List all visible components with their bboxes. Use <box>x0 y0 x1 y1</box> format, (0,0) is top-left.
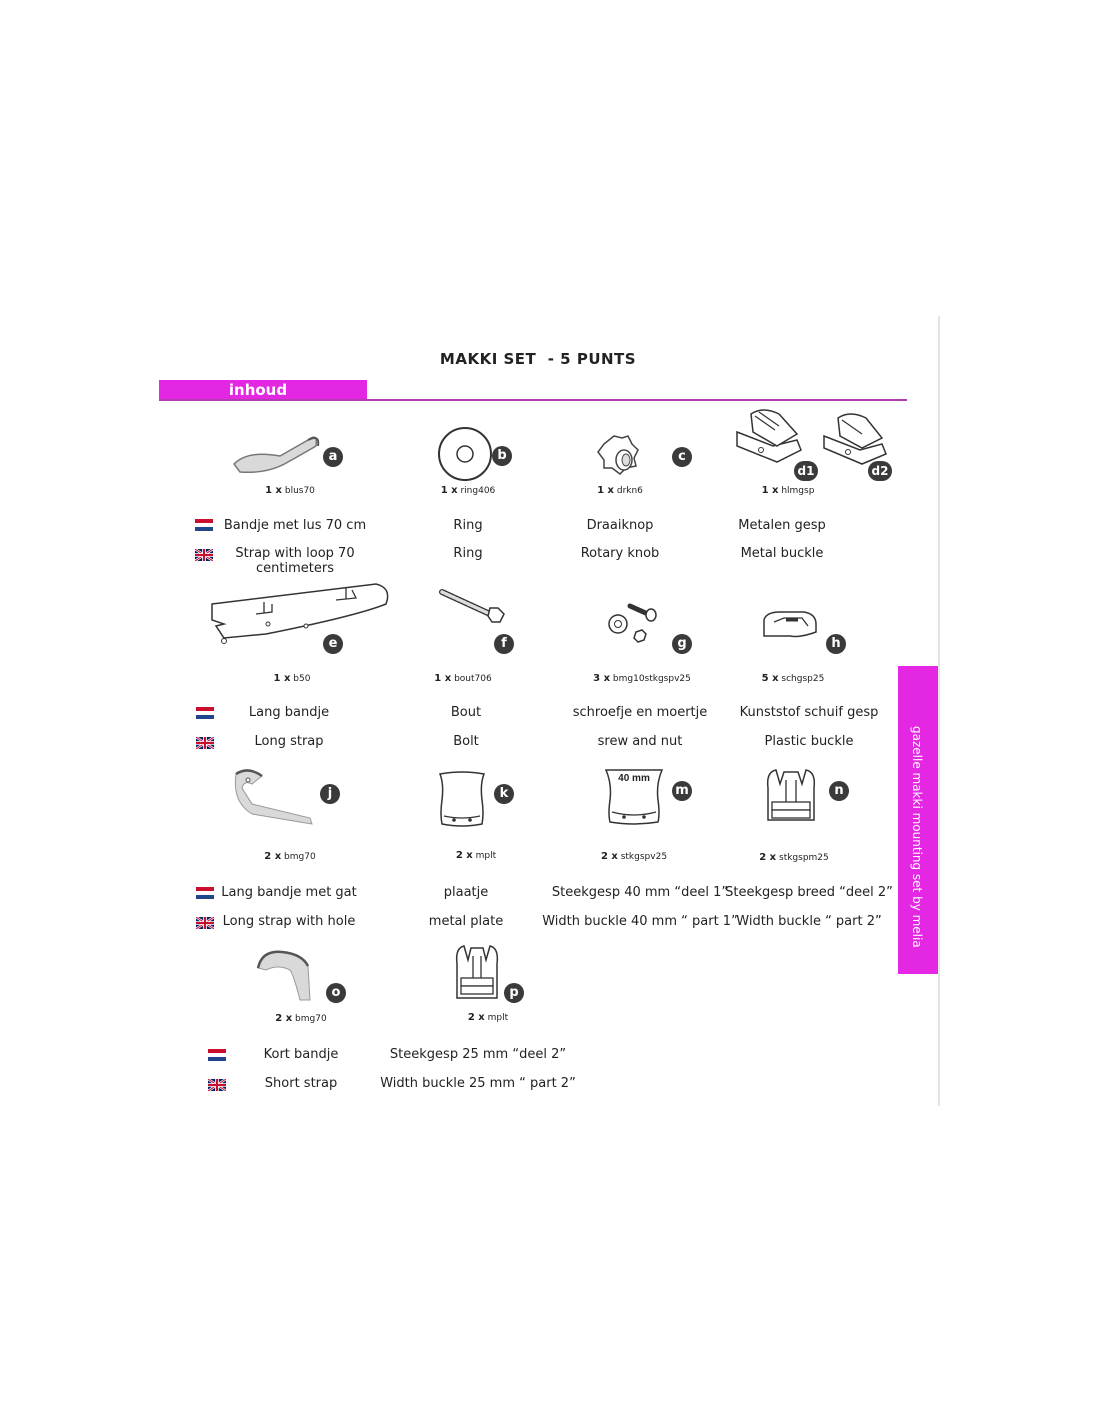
part-code: schgsp25 <box>781 674 825 684</box>
label-en-n: Width buckle “ part 2” <box>736 914 882 929</box>
screw-nut-illustration <box>604 598 662 646</box>
qty-count: 1 x <box>761 485 779 496</box>
metal-buckle-d2-illustration <box>820 410 890 466</box>
buckle-part2-illustration <box>762 766 820 826</box>
part-qty-g <box>593 673 691 684</box>
section-header <box>159 380 367 401</box>
label-en-d: Metal buckle <box>740 546 824 561</box>
buckle-40mm-illustration <box>602 766 666 828</box>
plastic-buckle-illustration <box>760 608 820 642</box>
part-code: stkgspm25 <box>779 853 829 863</box>
label-nl-o: Kort bandje <box>263 1047 339 1062</box>
label-nl-e: Lang bandje <box>248 705 330 720</box>
qty-count: 2 x <box>467 1012 485 1023</box>
part-badge-m: m <box>672 781 692 801</box>
part-code: mplt <box>487 1013 509 1023</box>
label-en-k: metal plate <box>428 914 504 929</box>
part-code: bmg70 <box>295 1014 327 1024</box>
strap-with-hole-illustration <box>228 766 316 826</box>
part-badge-j: j <box>320 784 340 804</box>
section-divider <box>159 399 907 401</box>
side-tab <box>898 666 938 974</box>
flag-uk-icon <box>196 737 214 749</box>
label-en-h: Plastic buckle <box>764 734 854 749</box>
ring-illustration <box>436 425 494 483</box>
qty-count: 2 x <box>600 851 618 862</box>
part-badge-d1: d1 <box>794 461 818 481</box>
label-en-j: Long strap with hole <box>222 914 356 929</box>
part-qty-c <box>597 485 643 496</box>
label-nl-h: Kunststof schuif gesp <box>739 705 879 720</box>
part-badge-n: n <box>829 781 849 801</box>
qty-count: 1 x <box>597 485 614 496</box>
part-qty-d <box>762 485 815 496</box>
part-qty-j <box>264 851 315 862</box>
flag-nl-icon <box>196 707 214 719</box>
strap-loop-illustration <box>228 428 323 478</box>
bolt-illustration <box>436 586 508 628</box>
part-qty-h <box>762 673 825 684</box>
label-en-c: Rotary knob <box>580 546 660 561</box>
qty-count: 1 x <box>440 485 458 496</box>
label-nl-m: Steekgesp 40 mm “deel 1” <box>551 885 729 900</box>
part-qty-m <box>601 851 667 862</box>
label-nl-n: Steekgesp breed “deel 2” <box>725 885 893 900</box>
part-code: bout706 <box>454 674 492 684</box>
part-qty-b <box>441 485 496 496</box>
short-strap-illustration <box>254 946 314 1004</box>
part-badge-k: k <box>494 784 514 804</box>
qty-count: 2 x <box>759 852 777 863</box>
part-badge-o: o <box>326 983 346 1003</box>
flag-nl-icon <box>196 887 214 899</box>
label-en-p: Width buckle 25 mm “ part 2” <box>380 1076 576 1091</box>
part-code: drkn6 <box>616 486 643 496</box>
part-code: blus70 <box>284 486 315 496</box>
label-en-o: Short strap <box>264 1076 338 1091</box>
qty-count: 1 x <box>434 673 452 684</box>
part-qty-e <box>274 673 311 684</box>
long-strap-illustration <box>206 580 392 646</box>
buckle-25mm-illustration <box>452 942 502 1002</box>
label-nl-p: Steekgesp 25 mm “deel 2” <box>389 1047 567 1062</box>
qty-count: 2 x <box>264 851 282 862</box>
page-edge-rule <box>938 316 940 1106</box>
label-en-m: Width buckle 40 mm “ part 1” <box>542 914 738 929</box>
part-qty-f <box>434 673 491 684</box>
flag-uk-icon <box>208 1079 226 1091</box>
label-nl-k: plaatje <box>443 885 489 900</box>
part-qty-a <box>265 485 315 496</box>
label-nl-f: Bout <box>450 705 482 720</box>
label-nl-g: schroefje en moertje <box>572 705 708 720</box>
qty-count: 1 x <box>273 673 291 684</box>
part-qty-o <box>275 1013 326 1024</box>
part-qty-n <box>759 852 829 863</box>
label-en-g: srew and nut <box>597 734 683 749</box>
label-nl-a: Bandje met lus 70 cm <box>223 518 367 533</box>
label-nl-j: Lang bandje met gat <box>221 885 357 900</box>
part-badge-c: c <box>672 447 692 467</box>
part-code: ring406 <box>460 486 496 496</box>
qty-count: 5 x <box>761 673 779 684</box>
qty-count: 3 x <box>593 673 611 684</box>
part-code: stkgspv25 <box>620 852 668 862</box>
part-badge-h: h <box>826 634 846 654</box>
label-en-f: Bolt <box>453 734 479 749</box>
label-en-a: Strap with loop 70 centimeters <box>235 546 355 576</box>
part-code: hlmgsp <box>781 486 815 496</box>
label-nl-c: Draaiknop <box>586 518 654 533</box>
flag-nl-icon <box>208 1049 226 1061</box>
qty-count: 2 x <box>275 1013 293 1024</box>
rotary-knob-illustration <box>596 432 642 478</box>
flag-nl-icon <box>195 519 213 531</box>
flag-uk-icon <box>195 549 213 561</box>
label-nl-b: Ring <box>453 518 483 533</box>
metal-plate-illustration <box>436 770 488 830</box>
section-label: inhoud <box>228 381 288 399</box>
part-code: bmg70 <box>284 852 316 862</box>
label-en-b: Ring <box>453 546 483 561</box>
label-en-e: Long strap <box>254 734 324 749</box>
part-badge-e: e <box>323 634 343 654</box>
part-badge-f: f <box>494 634 514 654</box>
qty-count: 1 x <box>265 485 282 496</box>
part-badge-g: g <box>672 634 692 654</box>
qty-count: 2 x <box>455 850 473 861</box>
buckle-size-text: 40 mm <box>618 773 650 784</box>
part-badge-d2: d2 <box>868 461 892 481</box>
part-code: bmg10stkgspv25 <box>612 674 691 684</box>
metal-buckle-d1-illustration <box>733 406 805 466</box>
part-code: mplt <box>475 851 497 861</box>
part-qty-k <box>456 850 496 861</box>
part-badge-b: b <box>492 446 512 466</box>
part-badge-a: a <box>323 447 343 467</box>
part-code: b50 <box>293 674 311 684</box>
part-badge-p: p <box>504 983 524 1003</box>
page-title: MAKKI SET - 5 PUNTS <box>439 350 637 368</box>
side-tab-label: gazelle makki mounting set by melia <box>910 726 924 948</box>
label-nl-d: Metalen gesp <box>738 518 826 533</box>
part-qty-p <box>468 1012 508 1023</box>
flag-uk-icon <box>196 917 214 929</box>
